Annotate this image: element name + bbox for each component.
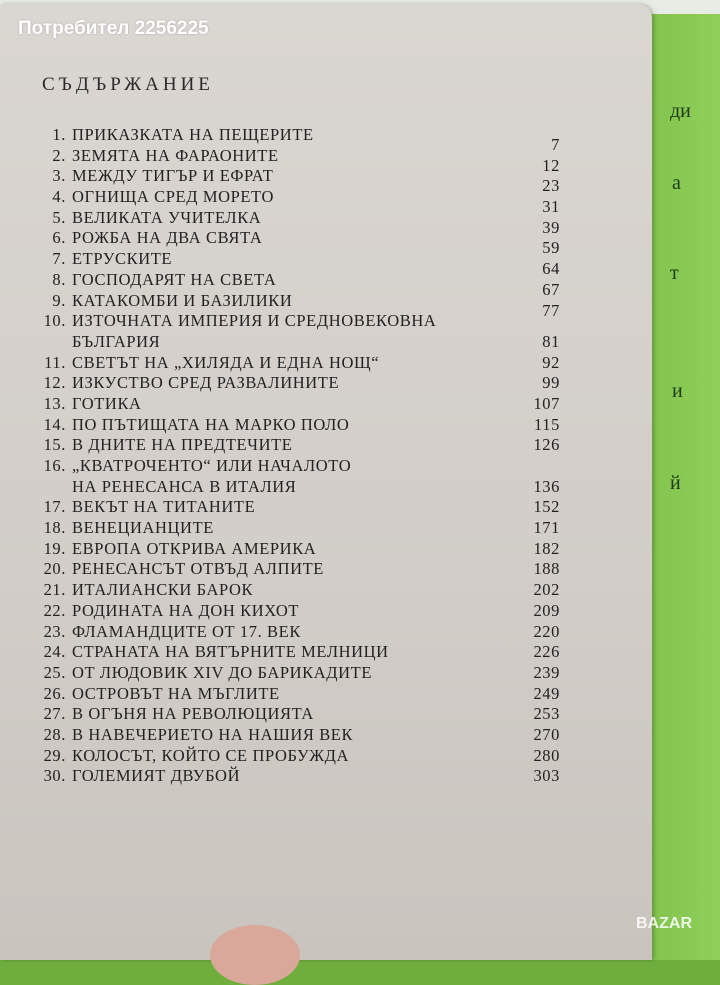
entry-title: ГОТИКА: [72, 393, 142, 413]
toc-entry: [40, 373, 560, 394]
entry-title: В ДНИТЕ НА ПРЕДТЕЧИТЕ: [72, 435, 293, 455]
entry-page: 115: [534, 414, 560, 434]
entry-page: 171: [533, 518, 560, 538]
cover-text: и: [672, 380, 683, 402]
entry-number: 9.: [52, 290, 66, 310]
entry-title: ПРИКАЗКАТА НА ПЕЩЕРИТЕ: [72, 125, 314, 144]
entry-number: 24.: [43, 642, 66, 662]
toc-entry: [40, 435, 560, 456]
entry-number: 17.: [43, 497, 66, 517]
entry-title: ЗЕМЯТА НА ФАРАОНИТЕ: [72, 145, 279, 165]
entry-page: 136: [533, 476, 560, 496]
entry-page: 253: [533, 704, 560, 724]
entry-page: 92: [542, 352, 560, 372]
entry-title: ИЗКУСТВО СРЕД РАЗВАЛИНИТЕ: [72, 373, 340, 393]
entry-title: ГОЛЕМИЯТ ДВУБОЙ: [72, 766, 241, 786]
entry-number: 8.: [52, 269, 66, 289]
entry-page: 31: [542, 197, 560, 217]
entry-number: 5.: [52, 207, 66, 227]
entry-number: 10.: [43, 311, 66, 331]
toc-entry: [40, 704, 560, 725]
entry-page: 239: [533, 662, 560, 682]
entry-number: 1.: [52, 125, 66, 144]
toc-entry: [40, 166, 560, 196]
entry-number: 20.: [43, 559, 66, 579]
toc-entry: [40, 684, 560, 705]
entry-page: 23: [542, 176, 560, 196]
entry-page: 202: [533, 580, 560, 600]
entry-page: 7: [551, 135, 560, 154]
entry-number: 7.: [52, 249, 66, 269]
entry-page: 59: [542, 238, 560, 258]
toc-entry: [40, 746, 560, 767]
entry-page: 12: [542, 155, 560, 175]
toc-entry: [40, 725, 560, 746]
toc-entry: [40, 559, 560, 580]
entry-page: 67: [542, 279, 560, 299]
entry-page: 220: [533, 621, 560, 641]
toc-entry: [40, 394, 560, 415]
entry-title: ГОСПОДАРЯТ НА СВЕТА: [72, 269, 277, 289]
entry-title: ВЕКЪТ НА ТИТАНИТЕ: [72, 497, 256, 517]
entry-page: 152: [533, 497, 560, 517]
entry-page: 64: [542, 259, 560, 279]
entry-title: ИЗТОЧНАТА ИМПЕРИЯ И СРЕДНОВЕКОВНА: [72, 311, 437, 331]
entry-number: 18.: [43, 518, 66, 538]
entry-title: ЕТРУСКИТЕ: [72, 249, 173, 269]
entry-number: 3.: [52, 166, 66, 186]
cover-text: й: [670, 472, 681, 494]
entry-page: 209: [533, 600, 560, 620]
toc-entry: [40, 497, 560, 518]
entry-title: ПО ПЪТИЩАТА НА МАРКО ПОЛО: [72, 414, 350, 434]
entry-page: 99: [542, 373, 560, 393]
entry-title: ВЕЛИКАТА УЧИТЕЛКА: [72, 207, 262, 227]
entry-title: В НАВЕЧЕРИЕТО НА НАШИЯ ВЕК: [72, 724, 354, 744]
toc-entry: [40, 580, 560, 601]
entry-page: 126: [533, 435, 560, 455]
entry-page: 226: [533, 642, 560, 662]
entry-number: 30.: [43, 766, 66, 786]
entry-title: КАТАКОМБИ И БАЗИЛИКИ: [72, 290, 293, 310]
cover-text: т: [670, 262, 679, 284]
entry-number: 14.: [43, 414, 66, 434]
entry-number: 23.: [43, 621, 66, 641]
toc-entry: [40, 353, 560, 374]
toc-entry: [40, 311, 560, 332]
entry-number: 2.: [52, 145, 66, 165]
entry-page: 188: [533, 559, 560, 579]
entry-number: 19.: [43, 538, 66, 558]
entry-number: 21.: [43, 580, 66, 600]
entry-title: СТРАНАТА НА ВЯТЪРНИТЕ МЕЛНИЦИ: [72, 642, 389, 662]
toc-entry: [40, 601, 560, 622]
entry-title: ОТ ЛЮДОВИК XIV ДО БАРИКАДИТЕ: [72, 662, 373, 682]
entry-page: 81: [542, 331, 560, 351]
cover-text: ди: [670, 100, 691, 122]
entry-page: 77: [542, 300, 560, 320]
entry-page: 303: [533, 766, 560, 786]
finger: [210, 925, 300, 985]
entry-number: 22.: [43, 600, 66, 620]
entry-number: 15.: [43, 435, 66, 455]
entry-title: РОДИНАТА НА ДОН КИХОТ: [72, 600, 300, 620]
entry-number: 27.: [43, 704, 66, 724]
bazar-logo: BAZAR: [636, 915, 692, 932]
toc-entry: [40, 456, 560, 477]
toc-entry: [40, 622, 560, 643]
entry-number: 29.: [43, 745, 66, 765]
toc-entry: [40, 145, 560, 175]
entry-title: „КВАТРОЧЕНТО“ ИЛИ НАЧАЛОТО: [72, 456, 352, 475]
entry-number: 6.: [52, 228, 66, 248]
entry-number: 13.: [43, 393, 66, 413]
entry-title: ЕВРОПА ОТКРИВА АМЕРИКА: [72, 538, 317, 558]
entry-number: 28.: [43, 724, 66, 744]
toc-entry: [40, 228, 560, 258]
toc-entry-continuation: [40, 332, 560, 353]
entry-title: В ОГЪНЯ НА РЕВОЛЮЦИЯТА: [72, 704, 314, 724]
entry-title-continued: БЪЛГАРИЯ: [72, 331, 161, 351]
page-title: СЪДЪРЖАНИЕ: [42, 74, 214, 95]
entry-page: 107: [533, 393, 560, 413]
entry-page: 280: [533, 745, 560, 765]
entry-title: КОЛОСЪТ, КОЙТО СЕ ПРОБУЖДА: [72, 745, 349, 765]
entry-number: 12.: [43, 373, 66, 393]
entry-number: 11.: [44, 352, 66, 372]
entry-title: ОСТРОВЪТ НА МЪГЛИТЕ: [72, 683, 280, 703]
entry-title: МЕЖДУ ТИГЪР И ЕФРАТ: [72, 166, 274, 186]
cover-text: а: [672, 172, 681, 194]
toc-entry: [40, 663, 560, 684]
table-of-contents: [40, 125, 560, 787]
entry-number: 25.: [43, 662, 66, 682]
toc-entry: [40, 539, 560, 560]
entry-page: 249: [533, 683, 560, 703]
entry-number: 4.: [52, 187, 66, 207]
entry-page: 182: [533, 538, 560, 558]
entry-title: РЕНЕСАНСЪТ ОТВЪД АЛПИТЕ: [72, 559, 324, 579]
toc-entry: [40, 642, 560, 663]
toc-entry: [40, 290, 560, 320]
entry-page: 270: [533, 724, 560, 744]
toc-entry: [40, 518, 560, 539]
toc-entry: [40, 415, 560, 436]
entry-title: ОГНИЩА СРЕД МОРЕТО: [72, 187, 275, 207]
user-watermark: Потребител 2256225: [18, 18, 209, 39]
entry-title: РОЖБА НА ДВА СВЯТА: [72, 228, 263, 248]
entry-title: ВЕНЕЦИАНЦИТЕ: [72, 518, 214, 538]
entry-title: СВЕТЪТ НА „ХИЛЯДА И ЕДНА НОЩ“: [72, 352, 380, 372]
entry-number: 26.: [43, 683, 66, 703]
entry-number: 16.: [43, 456, 66, 475]
entry-title: ИТАЛИАНСКИ БАРОК: [72, 580, 254, 600]
toc-entry: [40, 125, 560, 154]
book-page: [0, 4, 652, 960]
entry-title-continued: НА РЕНЕСАНСА В ИТАЛИЯ: [72, 476, 297, 496]
toc-entry-continuation: [40, 477, 560, 498]
entry-title: ФЛАМАНДЦИТЕ ОТ 17. ВЕК: [72, 621, 301, 641]
entry-page: 39: [542, 217, 560, 237]
toc-entry: [40, 766, 560, 787]
